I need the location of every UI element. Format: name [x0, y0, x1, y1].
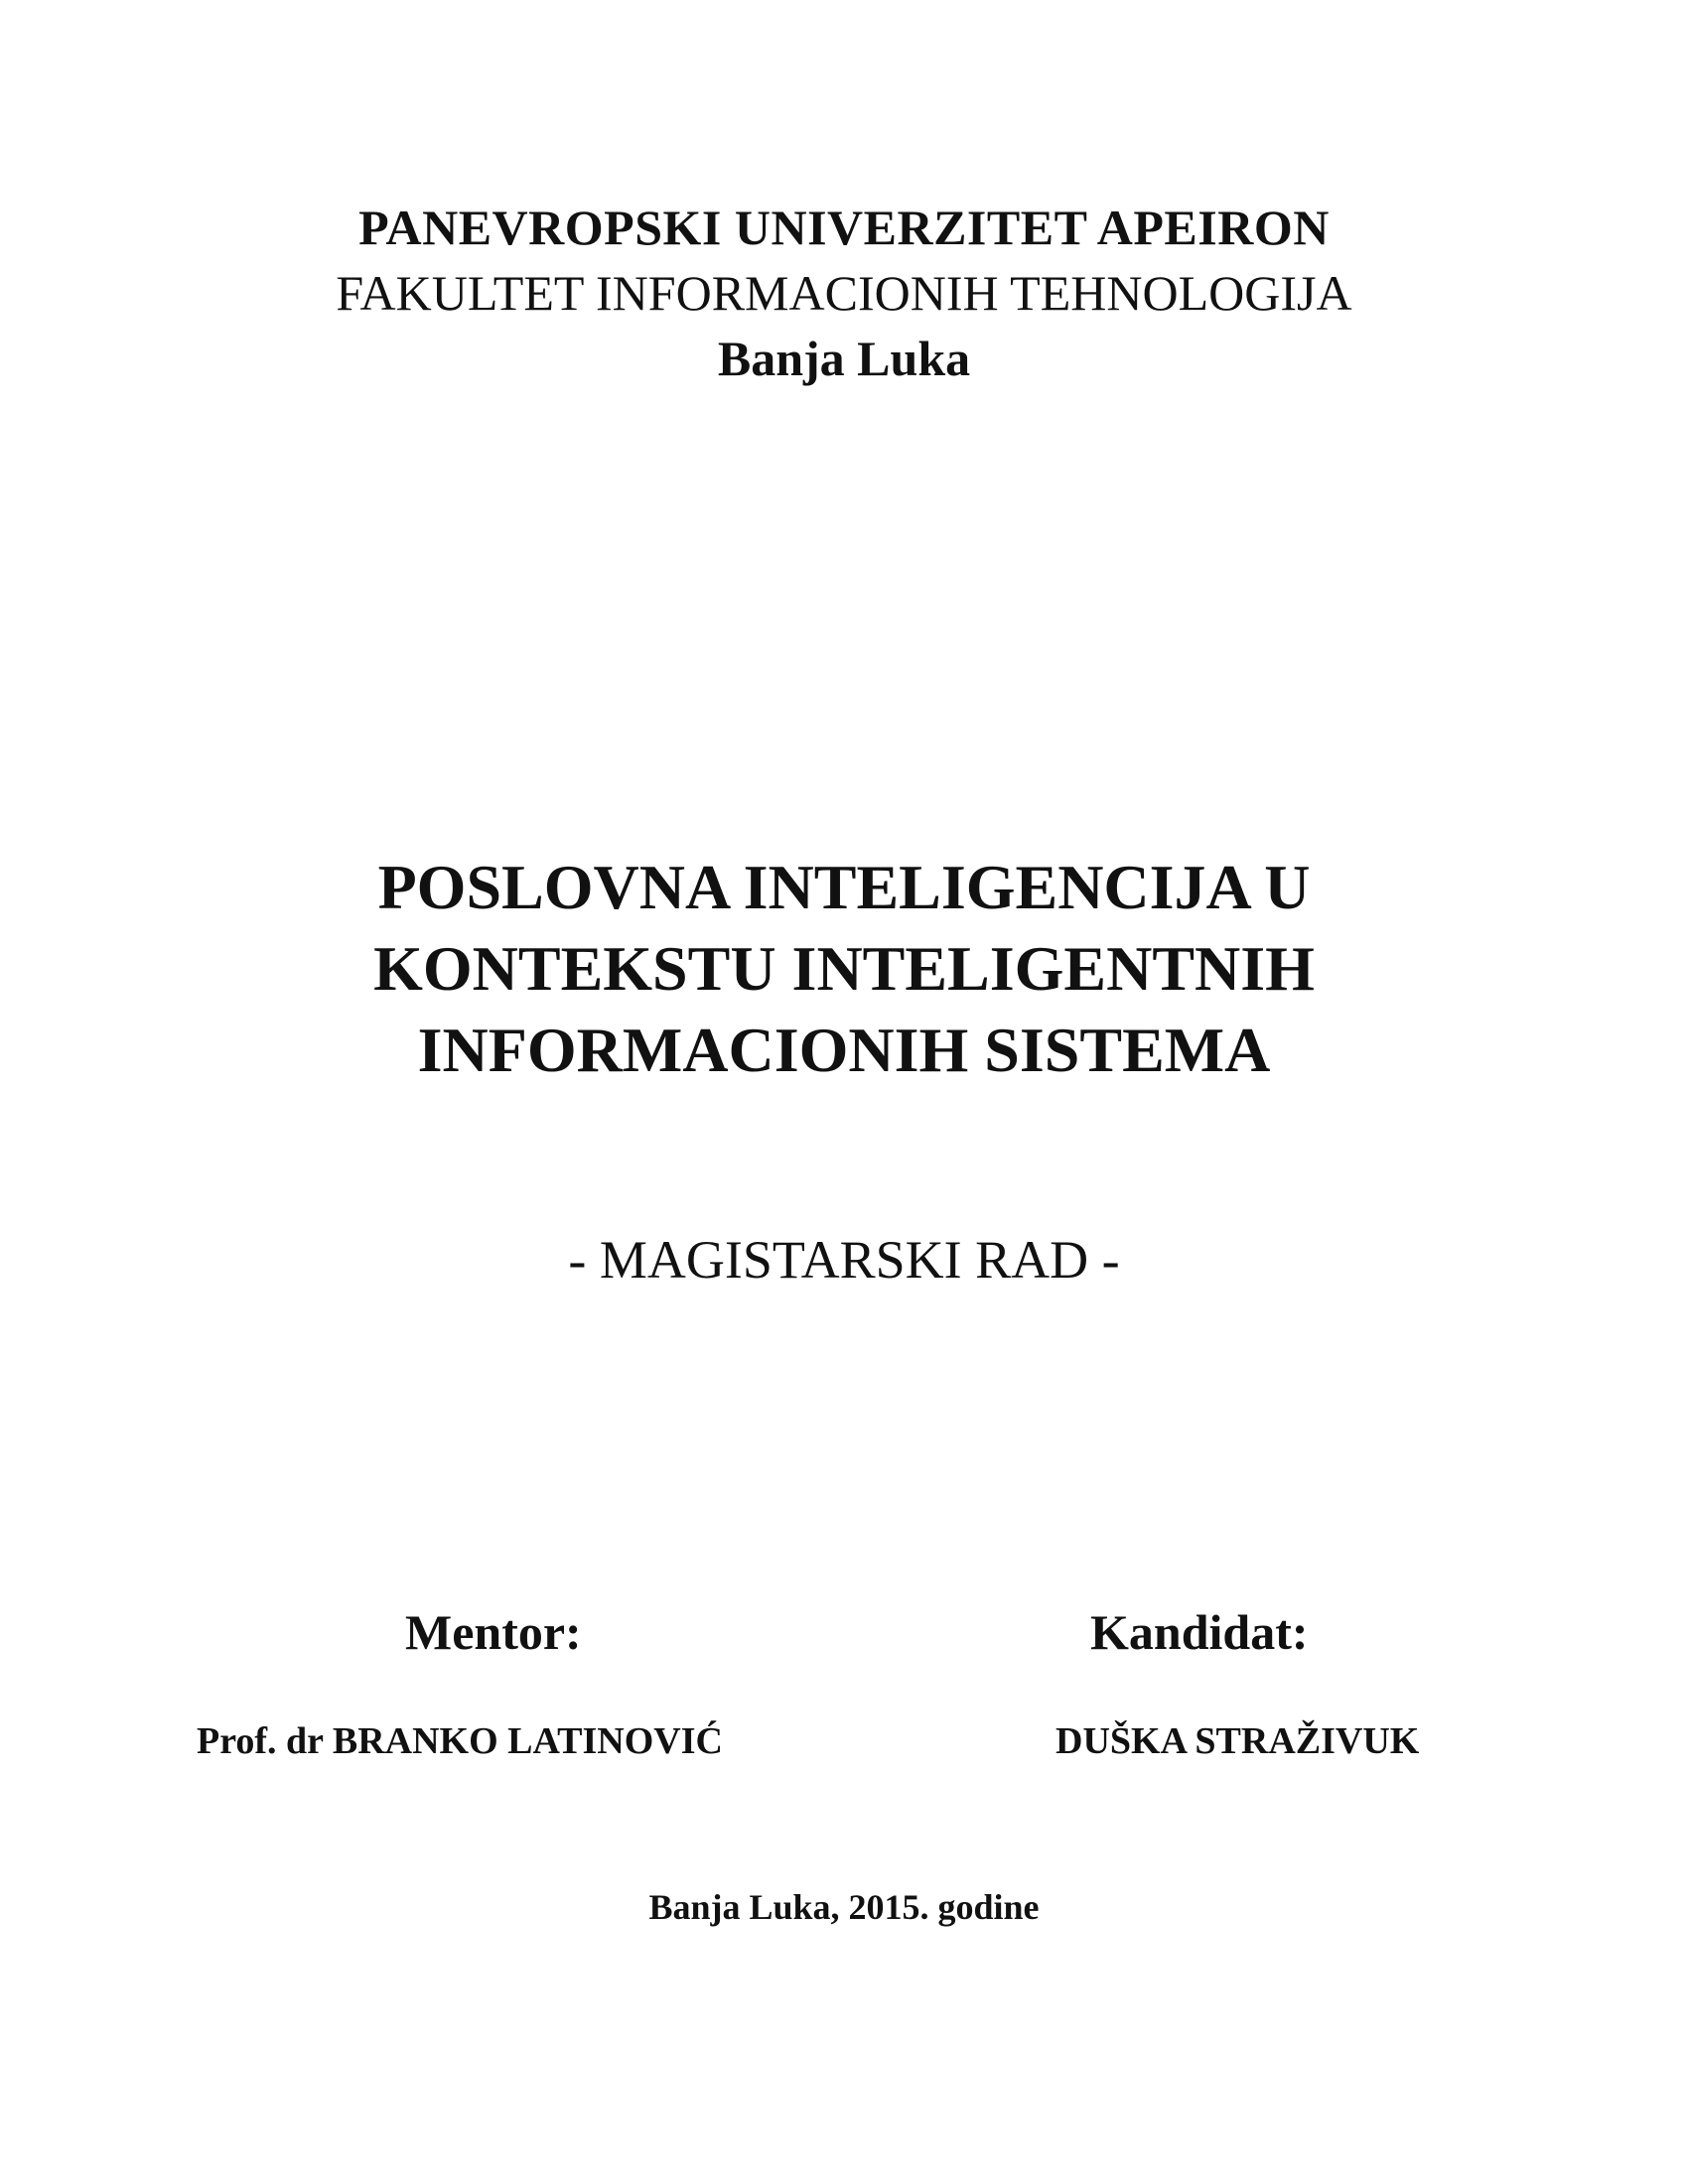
place-and-date: Banja Luka, 2015. godine	[648, 1887, 1040, 1927]
candidate-name: DUŠKA STRAŽIVUK	[1055, 1720, 1420, 1762]
thesis-title-line-3: INFORMACIONIH SISTEMA	[417, 1015, 1271, 1085]
candidate-label: Kandidat:	[1090, 1604, 1309, 1660]
thesis-title-line-2: KONTEKSTU INTELIGENTNIH	[373, 933, 1315, 1004]
header-city: Banja Luka	[717, 331, 971, 386]
mentor-name: Prof. dr BRANKO LATINOVIĆ	[197, 1720, 723, 1762]
thesis-title	[0, 847, 1688, 1091]
document-type: - MAGISTARSKI RAD -	[568, 1230, 1120, 1290]
mentor-label: Mentor:	[405, 1604, 582, 1660]
thesis-title-line-1: POSLOVNA INTELIGENCIJA U	[377, 852, 1311, 922]
faculty-name: FAKULTET INFORMACIONIH TEHNOLOGIJA	[336, 265, 1352, 321]
university-name: PANEVROPSKI UNIVERZITET APEIRON	[358, 200, 1330, 255]
